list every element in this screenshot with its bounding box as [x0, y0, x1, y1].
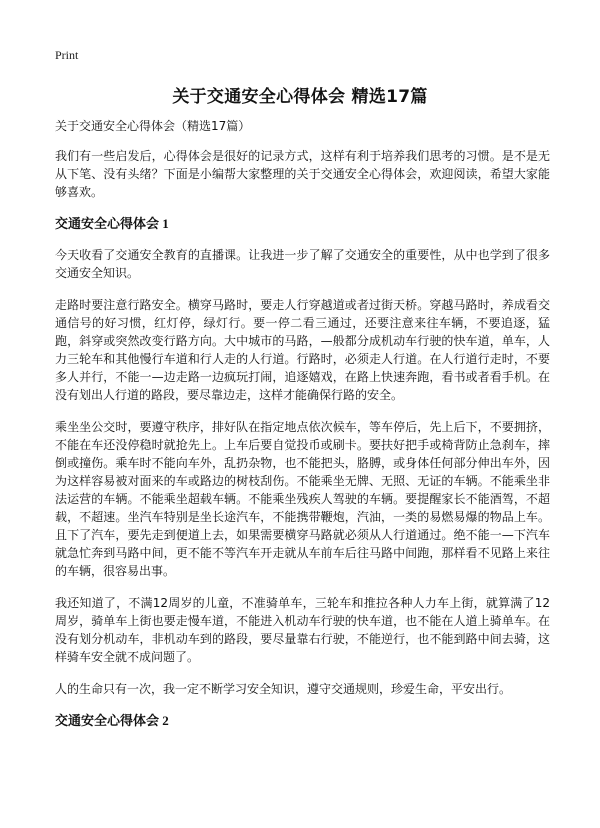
section-heading-1: 交通安全心得体会 1	[55, 216, 169, 231]
section-1-paragraph-5: 人的生命只有一次，我一定不断学习安全知识，遵守交通规则，珍爱生命，平安出行。	[55, 682, 512, 696]
section-1-paragraph-2: 走路时要注意行路安全。横穿马路时，要走人行穿越道或者过街天桥。穿越马路时，养成看交通信号的好习惯，红灯停，绿灯行。要一停二看三通过，还要注意来往车辆，不要追逐，猛跑，斜穿或突然改变行路方向。大中城市的马路，—般都分成机动车行驶的快车道，单车，人力三轮车和其他慢行车道和行人走的人行道。行路时，必须走人行道。在人行道行走时，不要多人并行，不能一—边走路一边疯玩打闹，追逐嬉戏，在路上快速奔跑，看书或者看手机。在没有划出人行道的路段，要尽靠边走，这样才能确保行路的安全。	[55, 298, 550, 402]
section-1-paragraph-3: 乘坐坐公交时，要遵守秩序，排好队在指定地点依次候车，等车停后，先上后下，不要拥挤，不能在车还没停稳时就抢先上。上车后要自觉投币或刷卡。要扶好把手或椅背防止急刹车，摔倒或撞伤。乘车时不能向车外，乱扔杂物，也不能把头，胳膊，或身体任何部分伸出车外，因为这样容易被对面来的车或路边的树枝刮伤。不能乘坐无牌、无照、无证的车辆。不能乘坐非法运营的车辆。不能乘坐超载车辆。不能乘坐残疾人驾驶的车辆。要提醒家长不能酒驾，不超载，不超速。坐汽车特别是坐长途汽车，不能携带鞭炮，汽油，一类的易燃易爆的物品上车。且下了汽车，要先走到便道上去，如果需要横穿马路就必须从人行道通过。绝不能一—下汽车就急忙奔到马路中间，更不能不等汽车开走就从车前车后往马路中间跑，那样看不见路上来往的车辆，很容易出事。	[55, 420, 550, 578]
article-body	[55, 117, 550, 743]
section-1-paragraph-4: 我还知道了，不满12周岁的儿童，不准骑单车，三轮车和推拉各种人力车上街，就算满了12周岁，骑单车上街也要走慢车道，不能进入机动车行驶的快车道，也不能在人道上骑单车。在没有划分机动车，非机动车到的路段，要尽量靠右行驶，不能逆行，也不能到路中间去骑，这样骑车安全就不成问题了。	[55, 596, 550, 664]
page-title: 关于交通安全心得体会 精选17篇	[172, 87, 428, 107]
intro-paragraph: 我们有一些启发后，心得体会是很好的记录方式，这样有利于培养我们思考的习惯。是不是无从下笔、没有头绪？下面是小编帮大家整理的关于交通安全心得体会，欢迎阅读，希望大家能够喜欢。	[55, 149, 550, 199]
section-heading-2: 交通安全心得体会 2	[55, 713, 169, 728]
section-1-paragraph-1: 今天收看了交通安全教育的直播课。让我进一步了解了交通安全的重要性，从中也学到了很多交通安全知识。	[55, 248, 550, 280]
print-link[interactable]: Print	[55, 48, 79, 62]
article-subtitle: 关于交通安全心得体会（精选17篇）	[55, 119, 251, 133]
